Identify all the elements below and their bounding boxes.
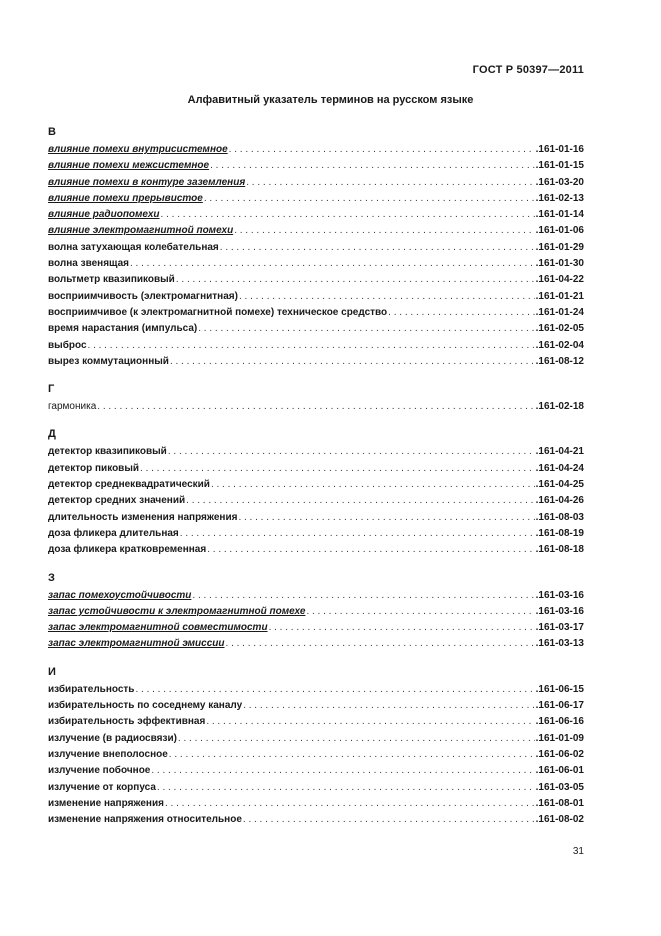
dot-leader xyxy=(239,289,535,305)
page-number: 31 xyxy=(572,846,584,857)
dot-leader xyxy=(170,354,535,370)
index-entry xyxy=(48,207,584,223)
entry-code: .161-04-26 xyxy=(535,495,584,507)
index-entry xyxy=(48,338,584,354)
section-letter: В xyxy=(48,126,56,138)
entry-term: вольтметр квазипиковый xyxy=(48,274,175,286)
entry-code: .161-08-03 xyxy=(535,511,584,523)
dot-leader xyxy=(207,542,534,558)
dot-leader xyxy=(151,763,534,779)
entry-term: выброс xyxy=(48,339,87,351)
entry-code: .161-01-29 xyxy=(535,241,584,253)
index-entry xyxy=(48,636,584,652)
entry-code: .161-04-21 xyxy=(535,446,584,458)
entry-code: .161-06-01 xyxy=(535,765,584,777)
dot-leader xyxy=(211,477,535,493)
entry-code: .161-08-02 xyxy=(535,814,584,826)
entry-term: избирательность xyxy=(48,683,135,695)
index-section xyxy=(48,570,584,653)
entry-code: .161-08-18 xyxy=(535,544,584,556)
entry-term: детектор квазипиковый xyxy=(48,446,167,458)
index-entry xyxy=(48,256,584,272)
entry-code: .161-06-17 xyxy=(535,700,584,712)
index-entry xyxy=(48,305,584,321)
entry-code: .161-03-16 xyxy=(535,605,584,617)
index-entry xyxy=(48,493,584,509)
section-letter: И xyxy=(48,665,56,678)
entry-term: запас электромагнитной эмиссии xyxy=(48,638,225,650)
entry-code: .161-02-05 xyxy=(535,323,584,335)
entry-term: запас устойчивости к электромагнитной помехе xyxy=(48,605,306,617)
entry-term: детектор среднеквадратический xyxy=(48,479,210,491)
entry-term: восприимчивость (электромагнитная) xyxy=(48,290,238,302)
index-section xyxy=(48,381,584,415)
index-entry xyxy=(48,812,584,828)
entry-term: детектор пиковый xyxy=(48,462,140,474)
index-title: Алфавитный указатель терминов на русском языке xyxy=(187,94,474,106)
dot-leader xyxy=(161,207,535,223)
index-entry xyxy=(48,399,584,415)
dot-leader xyxy=(180,526,535,542)
entry-term: изменение напряжения xyxy=(48,797,164,809)
section-letter: Д xyxy=(48,428,56,441)
index-entry xyxy=(48,354,584,370)
dot-leader xyxy=(220,240,535,256)
index-entry xyxy=(48,175,584,191)
dot-leader xyxy=(88,338,535,354)
entry-code: .161-08-19 xyxy=(535,527,584,539)
dot-leader xyxy=(169,747,535,763)
dot-leader xyxy=(204,191,535,207)
index-entry xyxy=(48,604,584,620)
index-entry xyxy=(48,747,584,763)
entry-term: излучение (в радиосвязи) xyxy=(48,732,177,744)
entry-code: .161-03-05 xyxy=(535,781,584,793)
entry-code: .161-02-18 xyxy=(535,401,584,413)
entry-code: .161-03-16 xyxy=(535,589,584,601)
index-entry xyxy=(48,542,584,558)
entry-term: запас помехоустойчивости xyxy=(48,589,192,601)
entry-term: длительность изменения напряжения xyxy=(48,511,238,523)
entry-code: .161-04-25 xyxy=(535,479,584,491)
index-entry xyxy=(48,698,584,714)
dot-leader xyxy=(388,305,534,321)
dot-leader xyxy=(243,812,535,828)
dot-leader xyxy=(157,780,535,796)
dot-leader xyxy=(178,731,535,747)
index-entry xyxy=(48,142,584,158)
entry-code: .161-01-21 xyxy=(535,290,584,302)
index-section xyxy=(48,664,584,829)
entry-term: излучение внеполосное xyxy=(48,748,168,760)
entry-term: доза фликера кратковременная xyxy=(48,544,207,556)
index-entry xyxy=(48,158,584,174)
index-entry xyxy=(48,461,584,477)
dot-leader xyxy=(130,256,535,272)
entry-term: влияние помехи прерывистое xyxy=(48,192,203,204)
index-entry xyxy=(48,510,584,526)
entry-term: запас электромагнитной совместимости xyxy=(48,622,268,634)
entry-code: .161-03-17 xyxy=(535,622,584,634)
section-letter: З xyxy=(48,571,55,584)
dot-leader xyxy=(140,461,535,477)
entry-code: .161-01-24 xyxy=(535,306,584,318)
index-entry xyxy=(48,223,584,239)
index-entry xyxy=(48,477,584,493)
entry-term: избирательность эффективная xyxy=(48,716,206,728)
entry-code: .161-01-16 xyxy=(535,144,584,155)
entry-term: восприимчивое (к электромагнитной помехе) техническое средство xyxy=(48,306,388,318)
dot-leader xyxy=(135,682,534,698)
index-entry xyxy=(48,289,584,305)
entry-term: избирательность по соседнему каналу xyxy=(48,700,243,712)
index-entry xyxy=(48,714,584,730)
index-entry xyxy=(48,588,584,604)
index-entry xyxy=(48,191,584,207)
dot-leader xyxy=(246,175,534,191)
dot-leader xyxy=(226,636,535,652)
dot-leader xyxy=(168,444,535,460)
entry-term: детектор средних значений xyxy=(48,495,186,507)
index-entry xyxy=(48,620,584,636)
dot-leader xyxy=(198,321,534,337)
entry-term: излучение побочное xyxy=(48,765,151,777)
index-entry xyxy=(48,796,584,812)
entry-code: .161-04-24 xyxy=(535,462,584,474)
standard-code: ГОСТ Р 50397—2011 xyxy=(472,64,584,76)
entry-code: .161-06-02 xyxy=(535,748,584,760)
index-section xyxy=(48,426,584,558)
entry-code: .161-08-12 xyxy=(535,355,584,367)
dot-leader xyxy=(229,142,535,158)
dot-leader xyxy=(192,588,534,604)
index-entry xyxy=(48,240,584,256)
entry-term: доза фликера длительная xyxy=(48,527,179,539)
entry-code: .161-02-13 xyxy=(535,192,584,204)
dot-leader xyxy=(306,604,534,620)
dot-leader xyxy=(176,272,535,288)
entry-term: волна звенящая xyxy=(48,258,129,270)
entry-code: .161-02-04 xyxy=(535,339,584,351)
term-index xyxy=(48,124,584,839)
dot-leader xyxy=(206,714,534,730)
entry-code: .161-03-20 xyxy=(535,176,584,188)
dot-leader xyxy=(165,796,535,812)
dot-leader xyxy=(186,493,534,509)
entry-code: .161-08-01 xyxy=(535,797,584,809)
entry-term: излучение от корпуса xyxy=(48,781,156,793)
entry-term: влияние радиопомехи xyxy=(48,209,160,221)
entry-code: .161-01-30 xyxy=(535,258,584,270)
entry-code: .161-03-13 xyxy=(535,638,584,650)
entry-term: волна затухающая колебательная xyxy=(48,241,219,253)
entry-term: влияние помехи в контуре заземления xyxy=(48,176,246,188)
index-entry xyxy=(48,321,584,337)
index-section xyxy=(48,124,584,370)
dot-leader xyxy=(97,399,534,415)
index-entry xyxy=(48,526,584,542)
dot-leader xyxy=(243,698,534,714)
index-entry xyxy=(48,763,584,779)
dot-leader xyxy=(238,510,534,526)
entry-code: .161-01-06 xyxy=(535,225,584,237)
index-entry xyxy=(48,731,584,747)
dot-leader xyxy=(234,223,534,239)
entry-term: влияние помехи внутрисистемное xyxy=(48,144,228,155)
index-entry xyxy=(48,444,584,460)
entry-code: .161-01-15 xyxy=(535,160,584,172)
entry-term: гармоника xyxy=(48,401,97,413)
entry-term: время нарастания (импульса) xyxy=(48,323,198,335)
index-entry xyxy=(48,780,584,796)
entry-term: влияние помехи межсистемное xyxy=(48,160,210,172)
entry-code: .161-01-09 xyxy=(535,732,584,744)
entry-code: .161-06-15 xyxy=(535,683,584,695)
entry-term: влияние электромагнитной помехи xyxy=(48,225,234,237)
index-entry xyxy=(48,682,584,698)
index-entry xyxy=(48,272,584,288)
dot-leader xyxy=(210,158,535,174)
entry-code: .161-01-14 xyxy=(535,209,584,221)
entry-term: изменение напряжения относительное xyxy=(48,814,242,826)
section-letter: Г xyxy=(48,383,55,396)
entry-term: вырез коммутационный xyxy=(48,355,169,367)
entry-code: .161-06-16 xyxy=(535,716,584,728)
dot-leader xyxy=(269,620,535,636)
entry-code: .161-04-22 xyxy=(535,274,584,286)
